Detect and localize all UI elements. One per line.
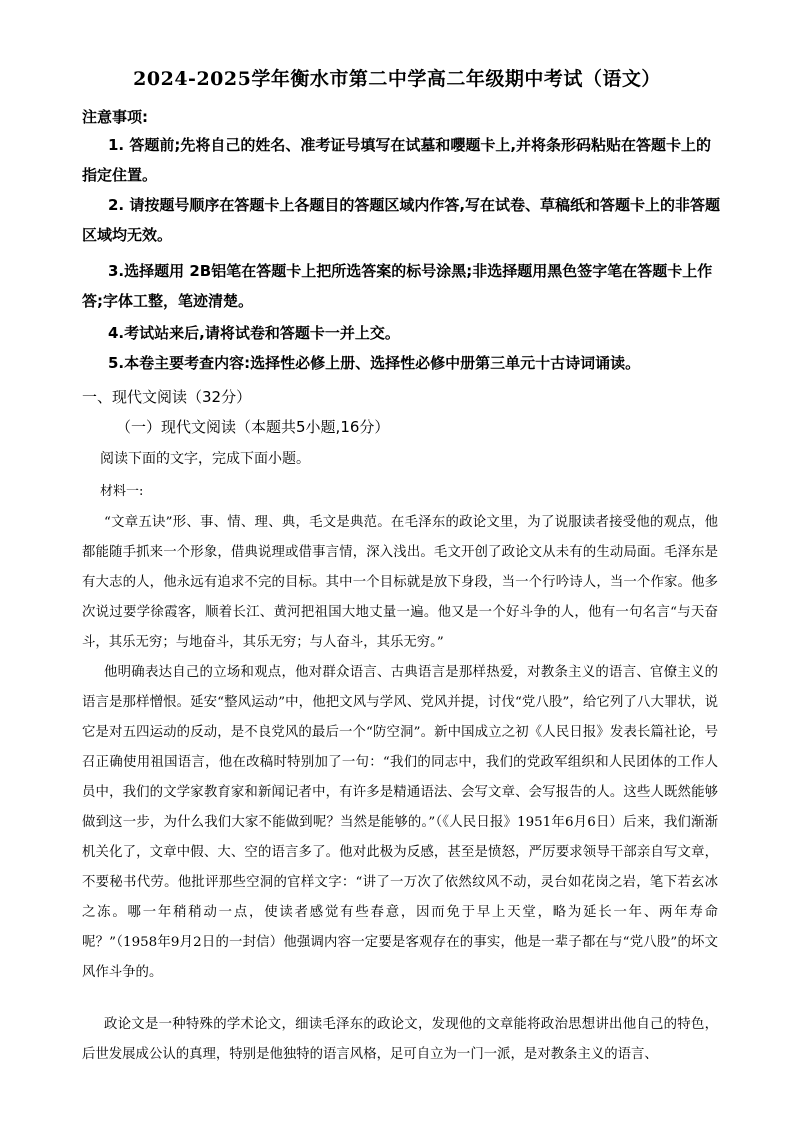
reading-instruction: 阅读下面的文字，完成下面小题。	[100, 451, 310, 467]
paragraph-1: “文章五诀”形、事、情、理、典，毛文是典范。在毛泽东的政论文里，为了说服读者接受他的观点，他都能随手抓来一个形象，借典说理或借事言情，深入浅出。毛文开创了政论文从未有的生动局面。毛泽东是有大志的人，他永远有追求不完的目标。其中一个目标就是放下身段，当一个行吟诗人，当一个作家。他多次说过要学徐霞客，顺着长江、黄河把祖国大地丈量一遍。他又是一个好斗争的人，他有一句名言“与天奋斗，其乐无穷；与地奋斗，其乐无穷；与人奋斗，其乐无穷。”	[82, 515, 718, 650]
paragraph	[82, 658, 718, 988]
page-title: 2024-2025学年衡水市第二中学高二年级期中考试（语文）	[133, 68, 661, 90]
section-title: 一、现代文阅读（32分）	[82, 388, 252, 406]
paragraph	[82, 508, 718, 658]
notice-item-4: 4.考试站来后,请将试卷和答题卡一并上交。	[108, 324, 400, 342]
paragraph-3: 政论文是一种特殊的学术论文，细读毛泽东的政论文，发现他的文章能将政治思想讲出他自己的特色，后世发展成公认的真理，特别是他独特的语言风格，足可自立为一门一派，是对教条主义的语言、	[82, 1017, 718, 1062]
material-label: 材料一:	[100, 484, 144, 499]
notice-item-3: 3.选择题用 2B铝笔在答题卡上把所选答案的标号涂黑;非选择题用黑色签字笔在答题卡上作答;字体工整，笔迹清楚。	[82, 262, 713, 310]
notice-item	[82, 348, 722, 378]
section-subtitle: （一）现代文阅读（本题共5小题,16分）	[116, 418, 390, 436]
notice-item	[82, 318, 722, 348]
paragraph-2: 他明确表达自己的立场和观点，他对群众语言、古典语言是那样热爱，对教条主义的语言、官僚主义的语言是那样憎恨。延安“整风运动”中，他把文风与学风、党风并提，讨伐“党八股”，给它列了八大罪状，说它是对五四运动的反动，是不良党风的最后一个“防空洞”。新中国成立之初《人民日报》发表长篇社论，号召正确使用祖国语言，他在改稿时特别加了一句：“我们的同志中，我们的党政军组织和人民团体的工作人员中，我们的文学家教育家和新闻记者中，有许多是精通语法、会写文章、会写报告的人。这些人既然能够做到这一步，为什么我们大家不能做到呢？当然是能够的。”（《人民日报》1951年6月6日）后来，我们渐渐机关化了，文章中假、大、空的语言多了。他对此极为反感，甚至是愤怒，严厉要求领导干部亲自写文章，不要秘书代劳。他批评那些空洞的官样文字：“讲了一万次了依然纹风不动，灵台如花岗之岩，笔下若玄冰之冻。哪一年稍稍动一点，使读者感觉有些春意，因而免于早上天堂，略为延长一年、两年寿命呢？”（1958年9月2日的一封信）他强调内容一定要是客观存在的事实，他是一辈子都在与“党八股”的坏文风作斗争的。	[82, 665, 718, 980]
notice-heading: 注意事项:	[82, 108, 148, 126]
paragraph	[82, 1010, 718, 1070]
notice-item	[82, 256, 722, 316]
notice-item-1: 1. 答题前;先将自己的姓名、准考证号填写在试墓和嚶题卡上,并将条形码粘贴在答题卡上的指定住置。	[82, 136, 712, 184]
notice-item	[82, 190, 722, 250]
notice-item-5: 5.本卷主要考查内容:选择性必修上册、选择性必修中册第三单元十古诗词诵读。	[108, 354, 641, 372]
notice-item-2: 2. 请按题号顺序在答题卡上各题目的答题区域内作答,写在试卷、草稿纸和答题卡上的非答题区域均无效。	[82, 196, 721, 244]
notice-item	[82, 130, 722, 190]
